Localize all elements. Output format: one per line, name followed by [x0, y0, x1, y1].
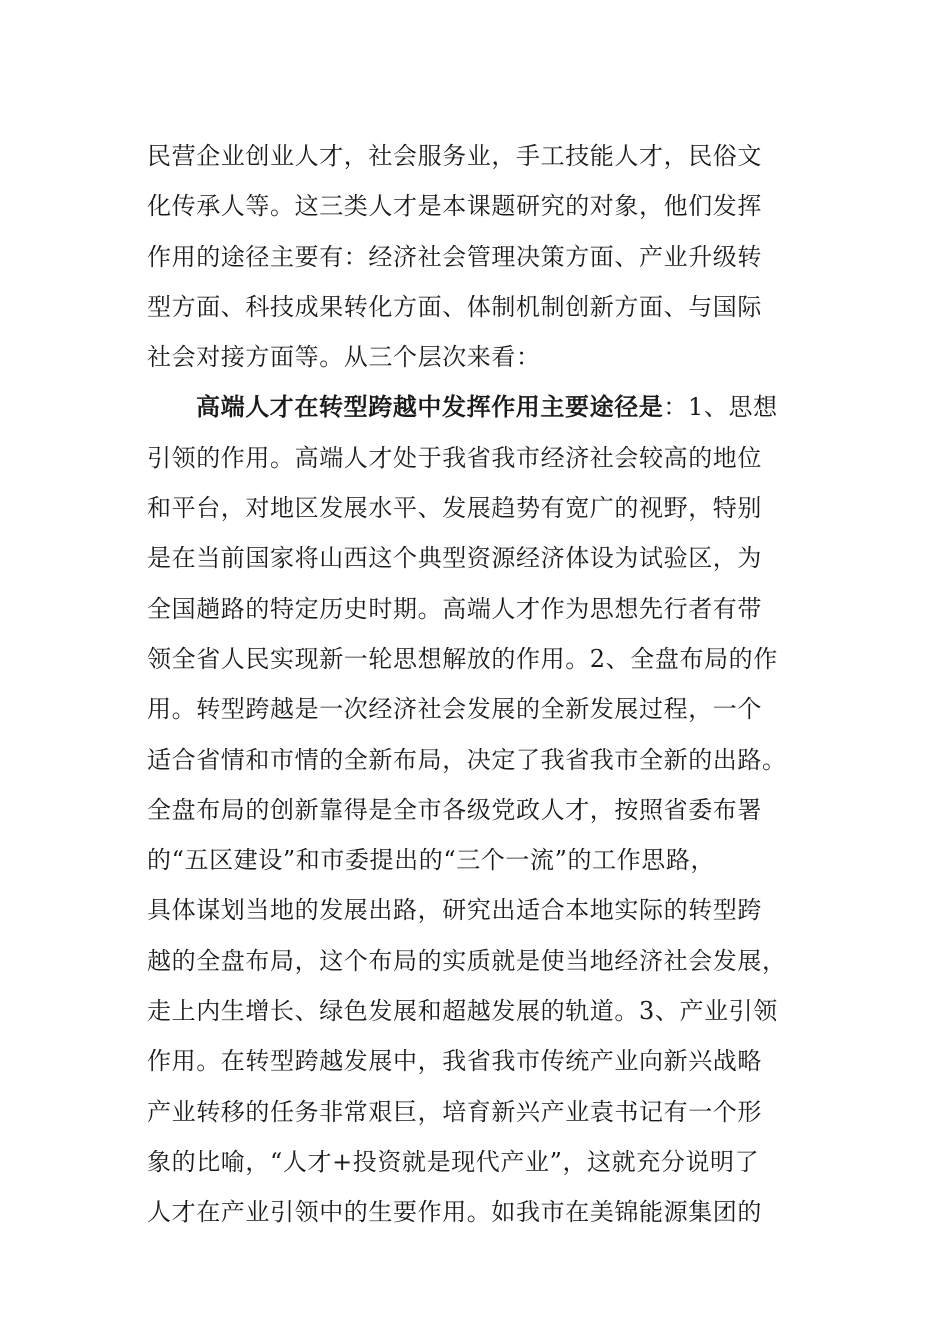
text-line: 全国趟路的特定历史时期。高端人才作为思想先行者有带	[147, 594, 762, 623]
text-span: ：1、思想	[663, 393, 778, 422]
text-line: 引领的作用。高端人才处于我省我市经济社会较高的地位	[147, 443, 762, 472]
text-line: 社会对接方面等。从三个层次来看：	[147, 343, 541, 372]
text-line: 人才在产业引领中的生要作用。如我市在美锦能源集团的	[147, 1198, 762, 1227]
paragraph-1	[147, 131, 807, 382]
text-line: 化传承人等。这三类人才是本课题研究的对象，他们发挥	[147, 192, 762, 221]
text-line: 民营企业创业人才，社会服务业，手工技能人才，民俗文	[147, 142, 762, 170]
text-line: 走上内生增长、绿色发展和超越发展的轨道。3、产业引领	[147, 997, 778, 1026]
paragraph-2	[147, 382, 807, 1237]
text-line: 作用的途径主要有：经济社会管理决策方面、产业升级转	[147, 242, 762, 271]
text-line: 产业转移的任务非常艰巨，培育新兴产业袁书记有一个形	[147, 1097, 762, 1126]
text-line: 用。转型跨越是一次经济社会发展的全新发展过程，一个	[147, 695, 762, 724]
text-line: 象的比喻，“人才+投资就是现代产业”，这就充分说明了	[147, 1147, 760, 1176]
text-line: 全盘布局的创新靠得是全市各级党政人才，按照省委布署	[147, 795, 762, 824]
text-line: 领全省人民实现新一轮思想解放的作用。2、全盘布局的作	[147, 644, 778, 673]
text-line: 是在当前国家将山西这个典型资源经济体设为试验区，为	[147, 544, 762, 573]
text-line: 的“五区建设”和市委提出的“三个一流”的工作思路，	[147, 846, 716, 875]
text-line: 作用。在转型跨越发展中，我省我市传统产业向新兴战略	[147, 1047, 762, 1076]
text-line: 型方面、科技成果转化方面、体制机制创新方面、与国际	[147, 292, 762, 321]
paragraph-first-line	[147, 382, 807, 432]
text-line: 和平台，对地区发展水平、发展趋势有宽广的视野，特别	[147, 494, 762, 523]
body-text	[147, 131, 807, 1238]
paragraph-heading: 高端人才在转型跨越中发挥作用主要途径是	[196, 392, 664, 422]
text-line: 具体谋划当地的发展出路，研究出适合本地实际的转型跨	[147, 896, 762, 925]
text-line: 越的全盘布局，这个布局的实质就是使当地经济社会发展，	[147, 946, 787, 975]
text-line: 适合省情和市情的全新布局，决定了我省我市全新的出路。	[147, 745, 787, 774]
